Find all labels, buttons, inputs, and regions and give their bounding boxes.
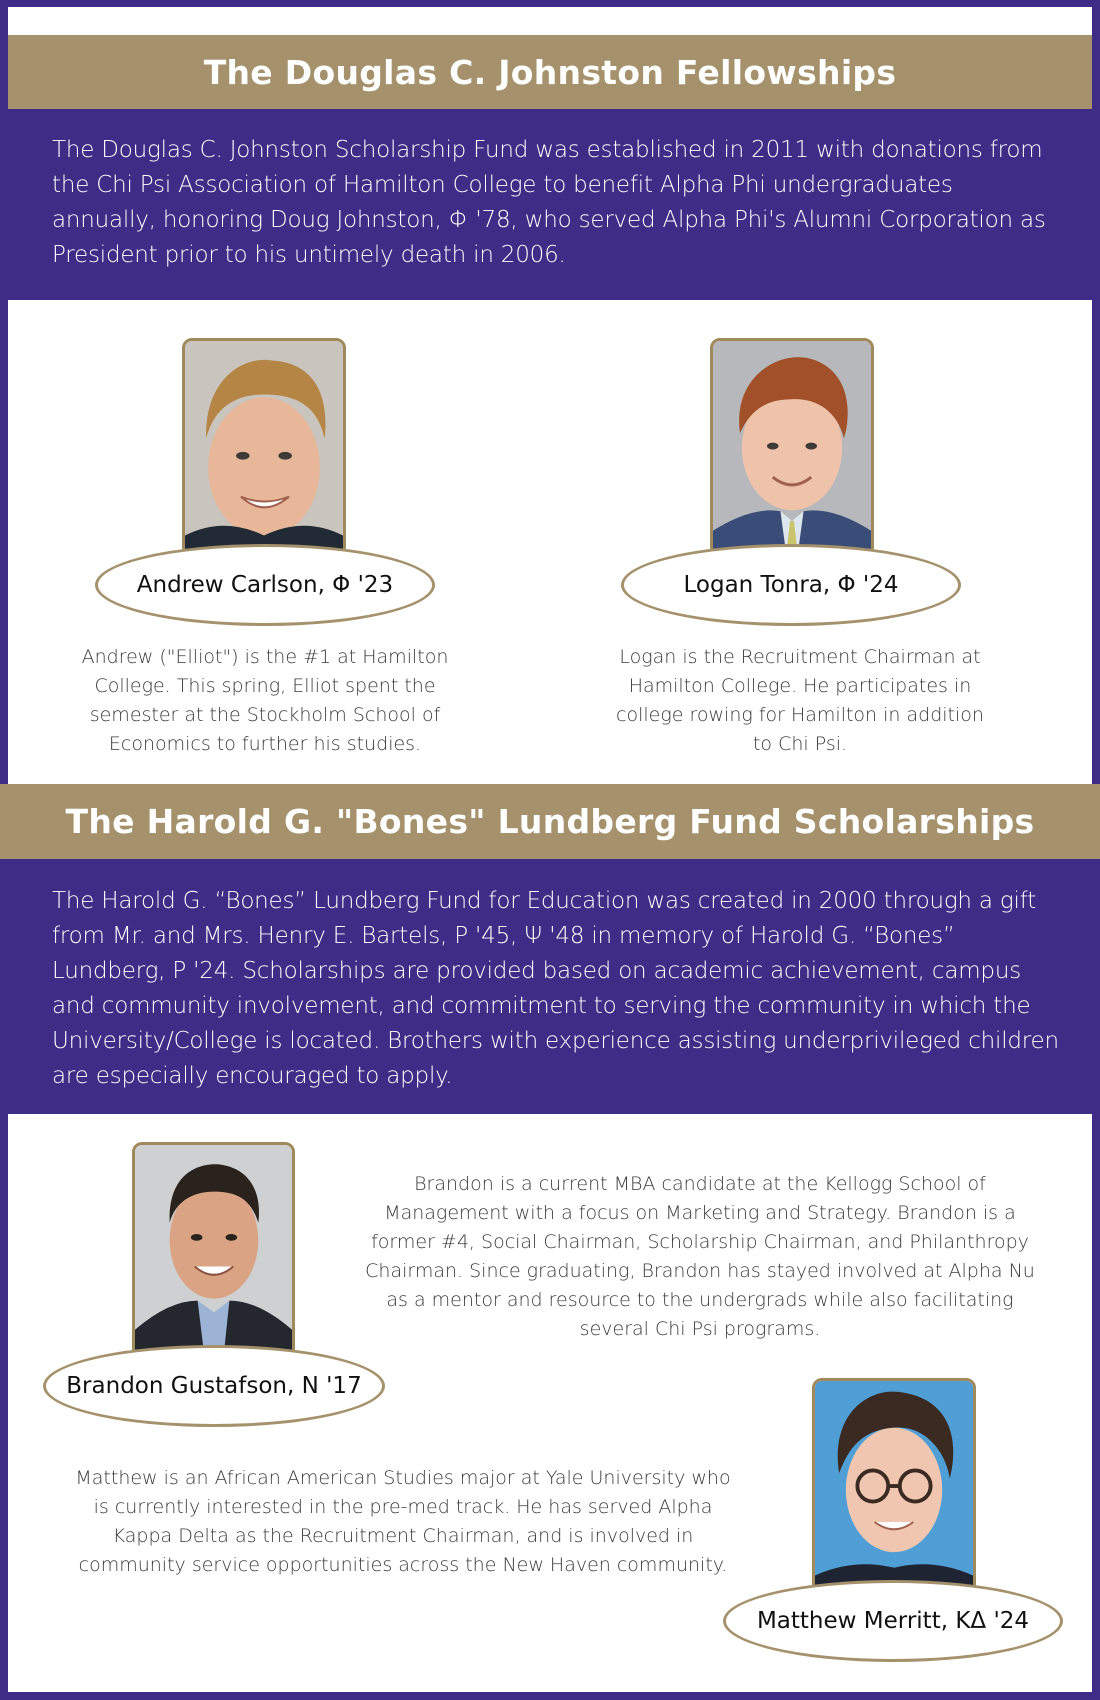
brandon-gustafson-name-oval bbox=[43, 1345, 385, 1427]
matthew-merritt-photo bbox=[812, 1378, 976, 1596]
brandon-gustafson-bio: Brandon is a current MBA candidate at the Kellogg School of Management with a focus on Marketing and Strategy. Brandon is a former #4, Social Chairman, Scholarship Chairman, and Philanthropy Chairman. Since graduating, Brandon has stayed involved at Alpha Nu as a mentor and resource to the undergrads while also facilitating several Chi Psi programs. bbox=[365, 1173, 1035, 1340]
logan-tonra-name: Logan Tonra, Φ '24 bbox=[683, 572, 899, 598]
section1-intro: The Douglas C. Johnston Scholarship Fund was established in 2011 with donations from the Chi Psi Association of Hamilton College to benefit Alpha Phi undergraduates annually, honoring Doug Johnston, Φ '78, who served Alpha Phi's Alumni Corporation as President prior to his untimely death in 2006. bbox=[52, 137, 1046, 268]
matthew-merritt-bio: Matthew is an African American Studies major at Yale University who is currently interested in the pre-med track. He has served Alpha Kappa Delta as the Recruitment Chairman, and is involved in community service opportunities across the New Haven community. bbox=[75, 1467, 731, 1576]
top-strip bbox=[8, 7, 1092, 35]
matthew-merritt-name-oval bbox=[723, 1580, 1063, 1662]
section1-title-bar bbox=[8, 35, 1092, 109]
andrew-carlson-bio: Andrew ("Elliot") is the #1 at Hamilton College. This spring, Elliot spent the semester at the Stockholm School of Economics to further his studies. bbox=[81, 646, 449, 755]
section1-title: The Douglas C. Johnston Fellowships bbox=[203, 52, 897, 92]
brandon-gustafson-photo bbox=[132, 1142, 295, 1359]
andrew-carlson-photo bbox=[182, 338, 346, 557]
logan-tonra-bio: Logan is the Recruitment Chairman at Hamilton College. He participates in college rowing for Hamilton in addition to Chi Psi. bbox=[616, 646, 984, 755]
andrew-carlson-name: Andrew Carlson, Φ '23 bbox=[136, 572, 394, 598]
brandon-gustafson-name: Brandon Gustafson, N '17 bbox=[66, 1373, 362, 1399]
section2-title-bar bbox=[0, 784, 1100, 859]
section2-intro: The Harold G. “Bones” Lundberg Fund for Education was created in 2000 through a gift from Mr. and Mrs. Henry E. Bartels, P '45, Ψ '48 in memory of Harold G. “Bones” Lundberg, P '24. Scholarships are provided based on academic achievement, campus and community involvement, and commitment to serving the community in which the University/College is located. Brothers with experience assisting underprivileged children are especially encouraged to apply. bbox=[52, 888, 1059, 1089]
logan-tonra-name-oval bbox=[621, 544, 961, 626]
logan-tonra-photo bbox=[710, 338, 874, 557]
andrew-carlson-name-oval bbox=[95, 544, 435, 626]
matthew-merritt-name: Matthew Merritt, KΔ '24 bbox=[756, 1608, 1030, 1634]
section2-title: The Harold G. "Bones" Lundberg Fund Scholarships bbox=[65, 802, 1035, 841]
